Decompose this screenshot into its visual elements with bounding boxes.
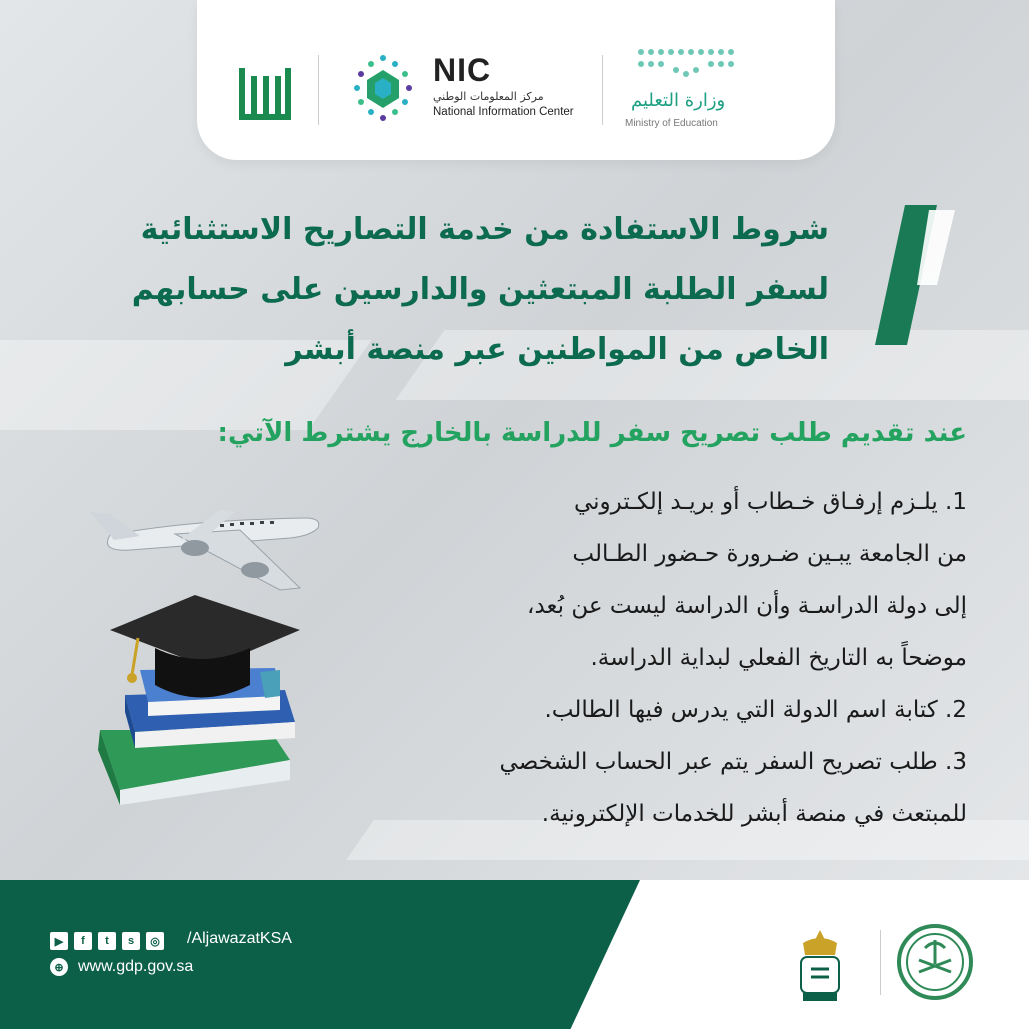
quote-mark-icon — [875, 205, 955, 345]
logos-bar — [197, 0, 835, 160]
moe-english-name: Ministry of Education — [625, 118, 718, 129]
moe-dots-icon — [635, 44, 745, 84]
footer-separator — [880, 930, 881, 995]
footer — [0, 880, 1029, 1029]
absher-logo — [235, 62, 295, 126]
title-line: شروط الاستفادة من خدمة التصاريح الاستثنائية — [140, 212, 829, 247]
list-item: 1. يلـزم إرفـاق خـطاب أو بريـد إلكـتروني — [573, 489, 967, 515]
list-item: موضحاً به التاريخ الفعلي لبداية الدراسة. — [590, 645, 967, 671]
logo-separator — [602, 55, 603, 125]
title-line: لسفر الطلبة المبتعثين والدارسين على حسابهم — [131, 272, 829, 307]
website-row — [50, 958, 193, 976]
passports-emblem-icon — [785, 925, 855, 1005]
list-item: 2. كتابة اسم الدولة التي يدرس فيها الطالب. — [544, 697, 967, 723]
page-title — [129, 200, 829, 380]
nic-mark-icon — [347, 50, 419, 130]
airplane-books-illustration — [70, 500, 340, 810]
moe-logo — [625, 44, 755, 139]
youtube-icon[interactable]: ▶ — [50, 932, 68, 950]
ministry-emblem-icon — [895, 922, 975, 1002]
list-item: إلى دولة الدراسـة وأن الدراسة ليست عن بُعد، — [527, 593, 967, 619]
nic-logo — [347, 50, 597, 130]
conditions-list — [367, 476, 967, 840]
twitter-icon[interactable]: t — [98, 932, 116, 950]
social-icons — [50, 932, 164, 950]
globe-icon: ⊕ — [50, 958, 68, 976]
facebook-icon[interactable]: f — [74, 932, 92, 950]
nic-english-name: National Information Center — [433, 106, 574, 118]
list-item: 3. طلب تصريح السفر يتم عبر الحساب الشخصي — [499, 749, 967, 775]
conditions-subheading: عند تقديم طلب تصريح سفر للدراسة بالخارج يشترط الآتي: — [217, 418, 967, 448]
list-item: للمبتعث في منصة أبشر للخدمات الإلكترونية. — [541, 801, 967, 827]
list-item: من الجامعة يبـين ضـرورة حـضور الطـالب — [572, 541, 967, 567]
nic-arabic-name: مركز المعلومات الوطني — [433, 90, 544, 103]
airplane-icon — [90, 510, 319, 590]
snapchat-icon[interactable]: s — [122, 932, 140, 950]
nic-title: NIC — [433, 52, 492, 88]
logo-separator — [318, 55, 319, 125]
footer-emblem-area — [708, 880, 1029, 1029]
social-handle[interactable]: /AljawazatKSA — [187, 930, 292, 947]
moe-arabic-name: وزارة التعليم — [631, 90, 726, 111]
title-line: الخاص من المواطنين عبر منصة أبشر — [285, 332, 829, 367]
website-link[interactable]: www.gdp.gov.sa — [78, 958, 194, 975]
instagram-icon[interactable]: ◎ — [146, 932, 164, 950]
